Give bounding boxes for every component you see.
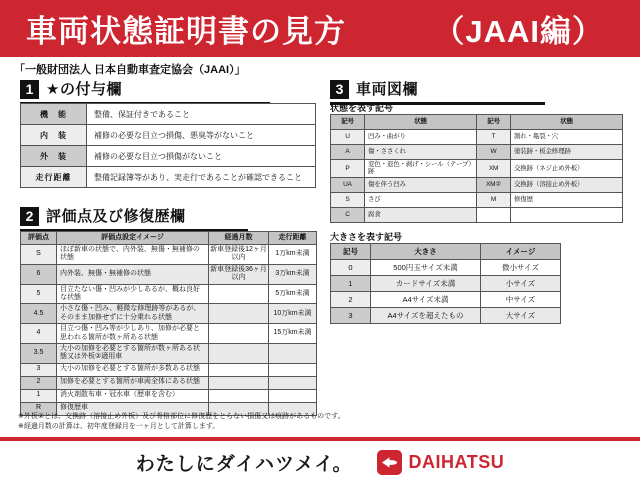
months-cell: [209, 304, 269, 324]
table-row: [331, 308, 561, 324]
criteria-desc: 整備、保証付きであること: [87, 104, 316, 125]
symbol-cell: [477, 207, 511, 222]
table-row: [21, 304, 317, 324]
image-cell: 微小サイズ: [481, 260, 561, 276]
column-header: 状態: [511, 115, 623, 130]
score-cell: 1: [21, 389, 57, 402]
mileage-cell: [269, 389, 317, 402]
condition-cell: 割れ・亀裂・穴: [511, 130, 623, 145]
table-row: [21, 146, 316, 167]
desc-cell: 消火剤散布車・冠水車（歴車を含む）: [57, 389, 209, 402]
column-header: 評価点: [21, 232, 57, 245]
table-header-row: [21, 232, 317, 245]
symbol-cell: S: [331, 192, 365, 207]
symbol-cell: UA: [331, 177, 365, 192]
months-cell: 新車登録後12ヶ月以内: [209, 245, 269, 265]
score-cell: S: [21, 245, 57, 265]
condition-cell: 傷・ささくれ: [365, 145, 477, 160]
desc-cell: 目立たない傷・凹みが少しあるが、概ね良好な状態: [57, 284, 209, 304]
symbol-cell: C: [331, 207, 365, 222]
score-cell: 4: [21, 324, 57, 344]
condition-cell: 傷を伴う凹み: [365, 177, 477, 192]
desc-cell: ほぼ新車の状態で、内外装、無傷・無補修の状態: [57, 245, 209, 265]
column-header: 状態: [365, 115, 477, 130]
image-cell: 大サイズ: [481, 308, 561, 324]
mileage-cell: [269, 363, 317, 376]
table-row: [21, 284, 317, 304]
mileage-cell: 15万km未満: [269, 324, 317, 344]
mileage-cell: [269, 343, 317, 363]
criteria-label: 内 装: [21, 125, 87, 146]
table-row: [331, 145, 623, 160]
criteria-label: 機 能: [21, 104, 87, 125]
column-header: 記号: [477, 115, 511, 130]
footnote-line: ※外板②とは、交換跡（溶接止め外板）及び骨格部位に修復歴をとらない損傷又は痕跡があるものです。: [18, 413, 345, 420]
column-header: 経過月数: [209, 232, 269, 245]
daihatsu-slogan: わたしにダイハツメイ。: [135, 453, 353, 475]
table-row: [21, 324, 317, 344]
symbol-cell: P: [331, 160, 365, 178]
symbol-cell: 2: [331, 292, 371, 308]
score-cell: 5: [21, 284, 57, 304]
issuer-subtitle: 「一般財団法人 日本自動車査定協会（JAAI）」: [14, 64, 246, 76]
months-cell: [209, 376, 269, 389]
condition-symbols-table: [330, 114, 623, 223]
symbol-cell: A: [331, 145, 365, 160]
footer-divider: [0, 437, 640, 441]
section1-number-badge: 1: [20, 80, 39, 99]
condition-cell: さび: [365, 192, 477, 207]
desc-cell: 大小の加修を必要とする箇所が数ヶ所ある状態又は外板②適用車: [57, 343, 209, 363]
section2-number-badge: 2: [20, 207, 39, 226]
condition-cell: 変色・退色・剥げ・シール（テープ）跡: [365, 160, 477, 178]
score-cell: 3.5: [21, 343, 57, 363]
symbol-cell: W: [477, 145, 511, 160]
table-row: [21, 167, 316, 188]
section1-title: ★の付与欄: [46, 81, 122, 98]
desc-cell: 大小の加修を必要とする箇所が多数ある状態: [57, 363, 209, 376]
table-row: [331, 276, 561, 292]
footnotes: [18, 412, 345, 432]
desc-cell: 修復歴車: [57, 402, 209, 415]
table-row: [21, 245, 317, 265]
months-cell: [209, 324, 269, 344]
table-row: [21, 376, 317, 389]
symbol-cell: XM: [477, 160, 511, 178]
condition-cell: [511, 207, 623, 222]
daihatsu-wordmark: DAIHATSU: [408, 451, 505, 472]
footnote-line: ※経過月数の計算は、初年度登録月を一ヶ月として計算します。: [18, 423, 220, 430]
section2-title: 評価点及び修復歴欄: [46, 208, 186, 225]
desc-cell: 目立つ傷・凹み等が少しあり、加修が必要と思われる箇所が数ヶ所ある状態: [57, 324, 209, 344]
star-criteria-table: [20, 103, 316, 188]
criteria-desc: 補修の必要な目立つ損傷、悪臭等がないこと: [87, 125, 316, 146]
condition-cell: 塗装跡・板金修理跡: [511, 145, 623, 160]
column-header: 大きさ: [371, 244, 481, 260]
symbol-cell: 1: [331, 276, 371, 292]
mileage-cell: 5万km未満: [269, 284, 317, 304]
score-cell: 2: [21, 376, 57, 389]
column-header: 記号: [331, 244, 371, 260]
symbol-cell: T: [477, 130, 511, 145]
table-row: [331, 260, 561, 276]
score-cell: 3: [21, 363, 57, 376]
mileage-cell: [269, 376, 317, 389]
image-cell: 中サイズ: [481, 292, 561, 308]
image-cell: 小サイズ: [481, 276, 561, 292]
size-cell: カードサイズ未満: [371, 276, 481, 292]
section1-header: [20, 80, 270, 105]
symbol-cell: M: [477, 192, 511, 207]
evaluation-score-table: [20, 231, 317, 416]
column-header: 走行距離: [269, 232, 317, 245]
column-header: 評価点設定イメージ: [57, 232, 209, 245]
condition-symbols-label: 状態を表す記号: [330, 103, 394, 113]
symbol-cell: 0: [331, 260, 371, 276]
title-banner: [0, 0, 640, 57]
score-cell: 4.5: [21, 304, 57, 324]
column-header: イメージ: [481, 244, 561, 260]
months-cell: [209, 284, 269, 304]
table-row: [331, 160, 623, 178]
desc-cell: 内外装、無傷・無補修の状態: [57, 264, 209, 284]
condition-cell: 修復歴: [511, 192, 623, 207]
table-row: [331, 207, 623, 222]
size-symbols-table: [330, 243, 561, 324]
mileage-cell: 1万km未満: [269, 245, 317, 265]
condition-cell: 腐食: [365, 207, 477, 222]
table-row: [21, 363, 317, 376]
months-cell: 新車登録後36ヶ月以内: [209, 264, 269, 284]
column-header: 記号: [331, 115, 365, 130]
size-cell: A4サイズを超えたもの: [371, 308, 481, 324]
table-row: [331, 292, 561, 308]
footer: [0, 444, 640, 480]
condition-cell: 交換跡（溶接止め外板）: [511, 177, 623, 192]
table-row: [331, 177, 623, 192]
score-cell: 6: [21, 264, 57, 284]
mileage-cell: 10万km未満: [269, 304, 317, 324]
condition-cell: 交換跡（ネジ止め外板）: [511, 160, 623, 178]
symbol-cell: XM②: [477, 177, 511, 192]
symbol-cell: 3: [331, 308, 371, 324]
section2-header: [20, 207, 248, 232]
score-cell: R: [21, 402, 57, 415]
months-cell: [209, 389, 269, 402]
section3-title: 車両図欄: [356, 81, 419, 98]
months-cell: [209, 363, 269, 376]
size-symbols-label: 大きさを表す記号: [330, 232, 403, 242]
condition-cell: 凹み・曲がり: [365, 130, 477, 145]
table-row: [21, 104, 316, 125]
criteria-desc: 整備記録簿等があり、実走行であることが確認できること: [87, 167, 316, 188]
criteria-label: 外 装: [21, 146, 87, 167]
table-row: [21, 125, 316, 146]
daihatsu-logo: [377, 450, 505, 475]
table-header-row: [331, 115, 623, 130]
daihatsu-mark-icon: [377, 450, 402, 475]
desc-cell: 加修を必要とする箇所が車両全体にある状態: [57, 376, 209, 389]
table-row: [21, 389, 317, 402]
criteria-label: 走行距離: [21, 167, 87, 188]
table-row: [331, 192, 623, 207]
mileage-cell: 3万km未満: [269, 264, 317, 284]
size-cell: A4サイズ未満: [371, 292, 481, 308]
section3-number-badge: 3: [330, 80, 349, 99]
desc-cell: 小さな傷・凹み、軽微な修理跡等があるが、そのまま加修せずに十分乗れる状態: [57, 304, 209, 324]
symbol-cell: U: [331, 130, 365, 145]
table-header-row: [331, 244, 561, 260]
months-cell: [209, 343, 269, 363]
page-title: 車両状態証明書の見方: [26, 14, 346, 49]
table-row: [331, 130, 623, 145]
criteria-desc: 補修の必要な目立つ損傷がないこと: [87, 146, 316, 167]
table-row: [21, 264, 317, 284]
size-cell: 500円玉サイズ未満: [371, 260, 481, 276]
page-title-edition: （JAAI編）: [433, 14, 604, 49]
table-row: [21, 343, 317, 363]
